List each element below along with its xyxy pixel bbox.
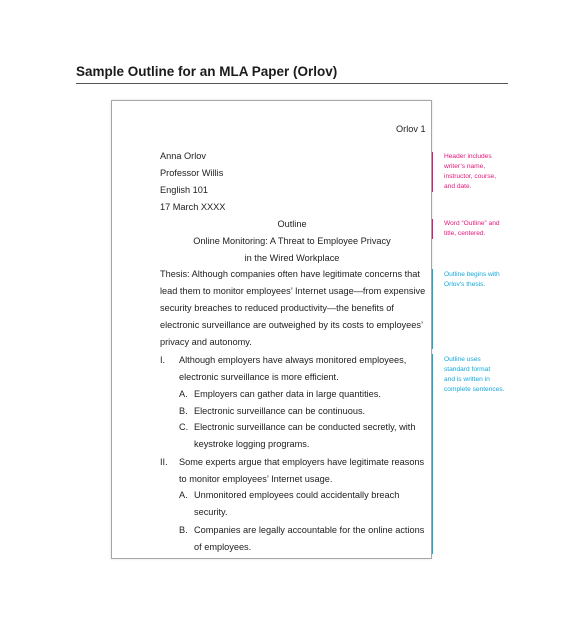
item-letter: B. <box>179 406 188 416</box>
item-letter: A. <box>179 490 188 500</box>
annotation-header: Header includes writer’s name, instructor, course, and date. <box>444 153 497 190</box>
item-line: Employers can gather data in large quantities. <box>194 389 381 399</box>
thesis-line: Thesis: Although companies often have legitimate concerns that <box>160 269 420 279</box>
annotation-title: Word “Outline” and title, centered. <box>444 220 500 237</box>
annotation-thesis: Outline begins with Orlov’s thesis. <box>444 271 500 288</box>
section-numeral: II. <box>160 457 168 467</box>
item-line: Electronic surveillance can be conducted secretly, with <box>194 422 416 432</box>
item-letter: C. <box>179 422 189 432</box>
annotation-bracket <box>432 269 433 349</box>
annotation-bracket <box>432 219 433 239</box>
header-instructor: Professor Willis <box>160 168 224 178</box>
section-line: to monitor employees’ Internet usage. <box>179 474 333 484</box>
item-letter: B. <box>179 525 188 535</box>
title-underline <box>76 83 508 84</box>
item-line: keystroke logging programs. <box>194 439 310 449</box>
annotation-format: Outline uses standard format and is written in complete sentences. <box>444 356 505 393</box>
section-line: Although employers have always monitored employees, <box>179 355 407 365</box>
thesis-line: lead them to monitor employees’ Internet usage—from expensive <box>160 286 426 296</box>
item-line: Unmonitored employees could accidentally breach <box>194 490 400 500</box>
annotation-bracket <box>432 152 433 192</box>
thesis-line: security breaches to reduced productivity—the benefits of <box>160 303 394 313</box>
header-course: English 101 <box>160 185 209 195</box>
item-line: security. <box>194 507 228 517</box>
section-line: Some experts argue that employers have legitimate reasons <box>179 457 425 467</box>
section-line: electronic surveillance is more efficient. <box>179 372 339 382</box>
item-line: Companies are legally accountable for the online actions <box>194 525 425 535</box>
running-head: Orlov 1 <box>396 124 426 134</box>
paper-title-line-2: in the Wired Workplace <box>244 253 340 263</box>
paper-title-line-1: Online Monitoring: A Threat to Employee Privacy <box>193 236 391 246</box>
item-line: of employees. <box>194 542 252 552</box>
item-letter: A. <box>179 389 188 399</box>
thesis-line: electronic surveillance are outweighed by its costs to employees’ <box>160 320 423 330</box>
outline-heading: Outline <box>277 219 307 229</box>
section-numeral: I. <box>160 355 166 365</box>
header-date: 17 March XXXX <box>160 202 226 212</box>
item-line: Electronic surveillance can be continuous. <box>194 406 366 416</box>
page-title: Sample Outline for an MLA Paper (Orlov) <box>76 64 338 79</box>
header-name: Anna Orlov <box>160 151 206 161</box>
thesis-line: privacy and autonomy. <box>160 337 252 347</box>
annotation-bracket <box>432 354 433 554</box>
